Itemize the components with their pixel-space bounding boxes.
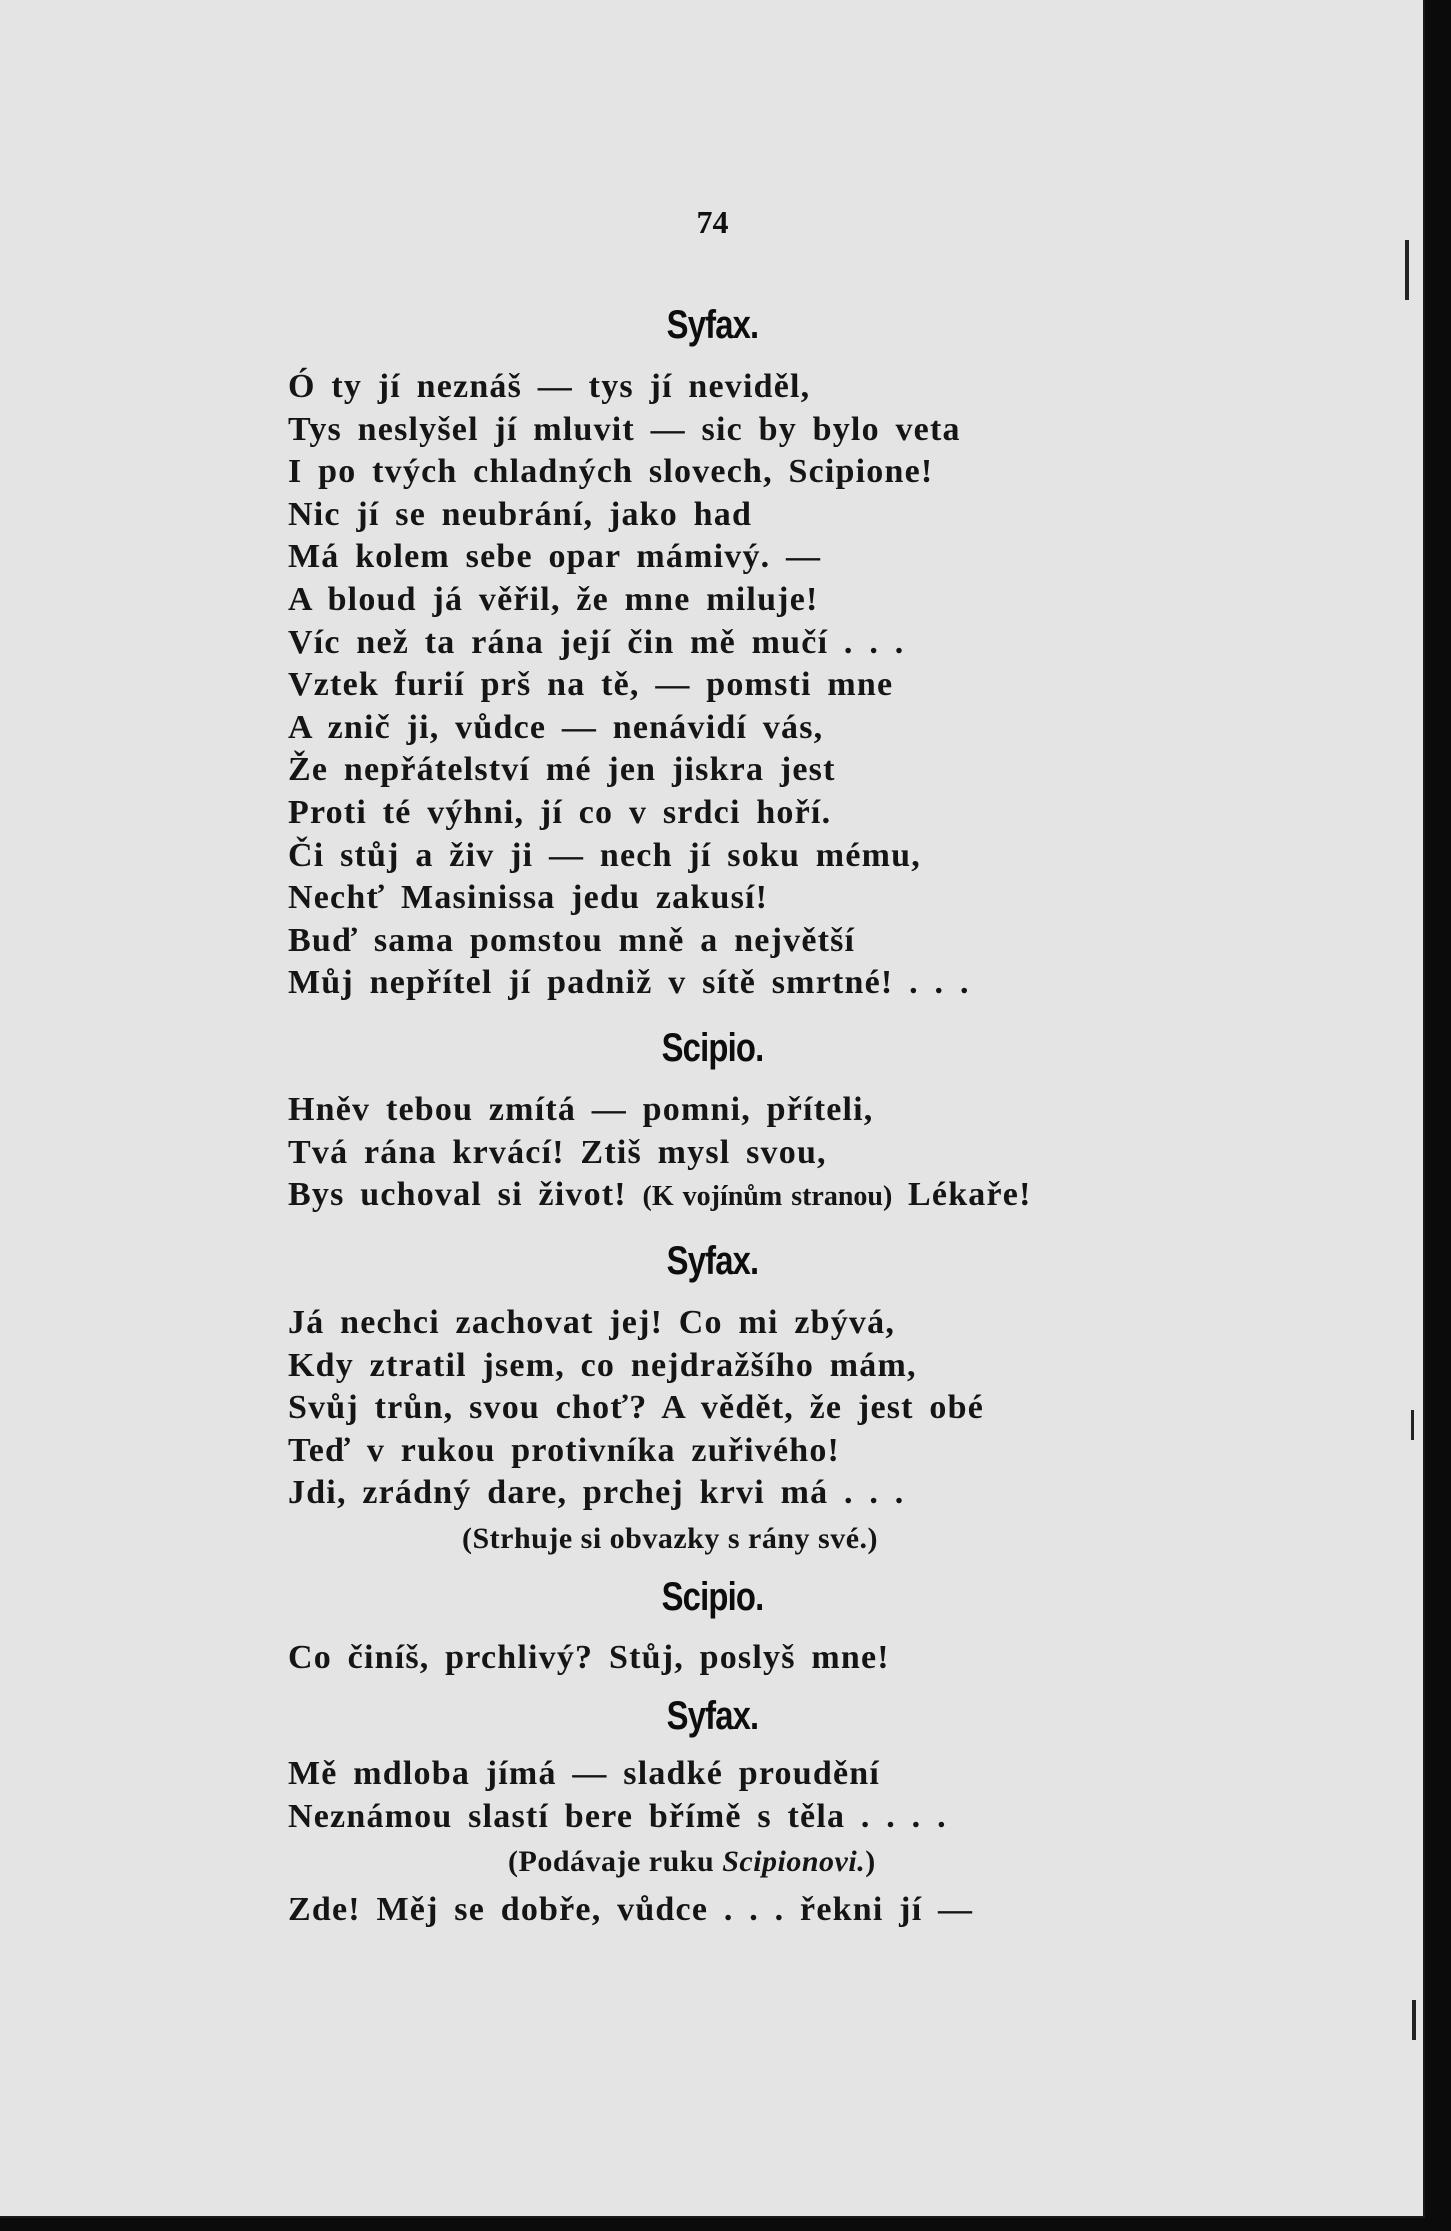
- verse-line: Teď v rukou protivníka zuřivého!: [288, 1431, 841, 1469]
- verse-line: Kdy ztratil jsem, co nejdražšího mám,: [288, 1346, 917, 1384]
- verse-block: [288, 1753, 947, 1838]
- stage-text: (Podávaje ruku: [508, 1845, 715, 1878]
- verse-line: Mě mdloba jímá — sladké proudění: [288, 1755, 880, 1792]
- speaker-name: Syfax.: [666, 303, 759, 347]
- verse-line: Nechť Masinissa jedu zakusí!: [288, 879, 769, 917]
- verse-line: Svůj trůn, svou choť? A vědět, že jest obé: [288, 1389, 984, 1427]
- speaker-name: Scipio.: [661, 1026, 764, 1070]
- stage-name-italic: Scipionovi.: [722, 1845, 866, 1878]
- verse-line: Hněv tebou zmítá — pomni, příteli,: [288, 1091, 874, 1128]
- verse-line: Nic jí se neubrání, jako had: [288, 495, 753, 533]
- verse-line: Co činíš, prchlivý? Stůj, poslyš mne!: [288, 1639, 890, 1676]
- stage-text: ): [865, 1845, 876, 1878]
- stage-direction: [508, 1845, 876, 1879]
- scan-mark: [1412, 2000, 1416, 2040]
- verse-block: [288, 1089, 1032, 1217]
- speaker-name: Syfax.: [666, 1239, 759, 1283]
- verse-block: [288, 366, 970, 1005]
- verse-line: Tvá rána krvácí! Ztiš mysl svou,: [288, 1133, 827, 1171]
- verse-line-with-stage-direction: [288, 1174, 1032, 1217]
- verse-line: A bloud já věřil, že mne miluje!: [288, 580, 819, 618]
- verse-line: Víc než ta rána její čin mě mučí . . .: [288, 623, 905, 661]
- verse-line: Já nechci zachovat jej! Co mi zbývá,: [288, 1304, 896, 1341]
- verse-line: Můj nepřítel jí padniž v sítě smrtné! . . .: [288, 964, 970, 1002]
- verse-line: I po tvých chladných slovech, Scipione!: [288, 453, 934, 491]
- verse-block: [288, 1302, 984, 1515]
- verse-line: Zde! Měj se dobře, vůdce . . . řekni jí —: [288, 1891, 974, 1928]
- verse-line: Jdi, zrádný dare, prchej krvi má . . .: [288, 1474, 905, 1512]
- verse-line: Neznámou slastí bere břímě s těla . . . .: [288, 1797, 947, 1835]
- verse-line: Vztek furií prš na tě, — pomsti mne: [288, 666, 894, 704]
- verse-block: [288, 1637, 890, 1680]
- verse-text: Bys uchoval si život!: [288, 1176, 627, 1214]
- verse-line: Ó ty jí neznáš — tys jí neviděl,: [288, 368, 811, 405]
- verse-block: [288, 1889, 973, 1932]
- page-number: 74: [696, 204, 729, 240]
- verse-line: A znič ji, vůdce — nenávidí vás,: [288, 708, 824, 746]
- verse-line: Či stůj a živ ji — nech jí soku mému,: [288, 836, 921, 874]
- stage-direction: (K vojínům stranou): [642, 1181, 893, 1213]
- verse-line: Buď sama pomstou mně a největší: [288, 921, 856, 959]
- speaker-name: Scipio.: [661, 1575, 764, 1619]
- verse-line: Tys neslyšel jí mluvit — sic by bylo veta: [288, 410, 961, 448]
- verse-line: Že nepřátelství mé jen jiskra jest: [288, 751, 836, 789]
- speaker-name: Syfax.: [666, 1694, 759, 1738]
- stage-direction: (Strhuje si obvazky s rány své.): [462, 1522, 879, 1555]
- verse-text: Lékaře!: [908, 1176, 1032, 1214]
- scan-mark: [1405, 240, 1409, 300]
- scan-mark: [1411, 1410, 1414, 1440]
- verse-line: Proti té výhni, jí co v srdci hoří.: [288, 793, 832, 831]
- verse-line: Má kolem sebe opar mámivý. —: [288, 538, 822, 576]
